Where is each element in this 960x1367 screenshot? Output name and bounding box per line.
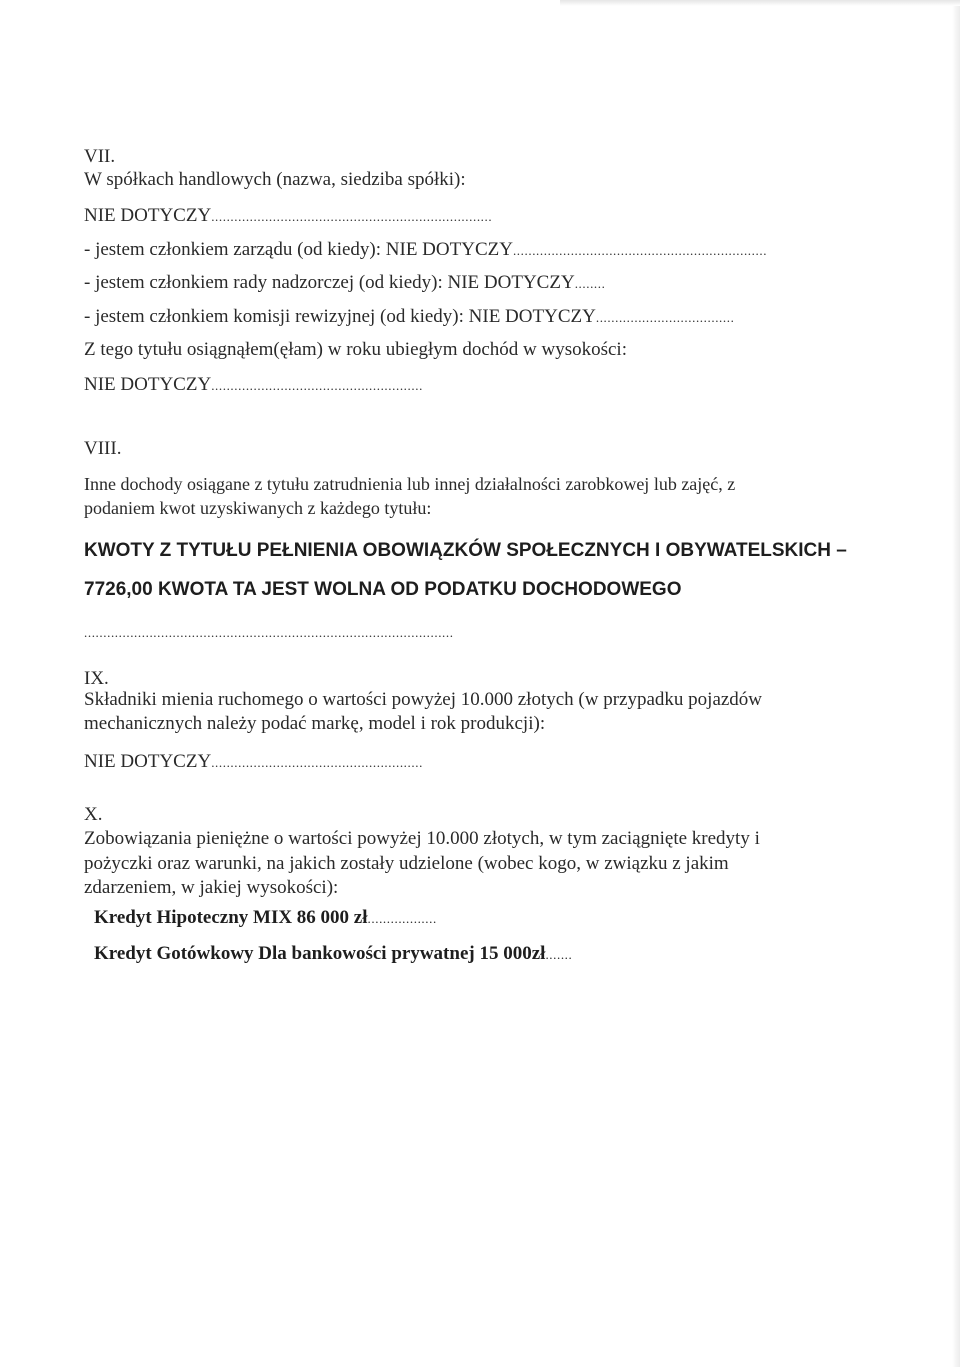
section-vii [84, 146, 884, 168]
income-label: Z tego tytułu osiągnąłem(ęłam) w roku ubiegłym dochód w wysokości: [84, 339, 627, 360]
audit-value: NIE DOTYCZY [468, 306, 596, 327]
section-ix-value-row [84, 748, 884, 776]
section-x-text-line3: zdarzeniem, w jakiej wysokości): [84, 877, 339, 898]
section-viii-text-line2: podaniem kwot uzyskiwanych z każdego tytułu: [84, 498, 432, 518]
loan-2: Kredyt Gotówkowy Dla bankowości prywatnej 15 000zł [94, 943, 546, 964]
loan-1: Kredyt Hipoteczny MIX 86 000 zł [94, 907, 368, 928]
section-viii-answer-line1: KWOTY Z TYTUŁU PEŁNIENIA OBOWIĄZKÓW SPOŁECZNYCH I OBYWATELSKICH – [84, 540, 847, 561]
dotted-leader: ........ [574, 276, 606, 291]
section-number: VII. [84, 146, 116, 167]
loan-row-1 [94, 907, 894, 929]
section-x-text-line1: Zobowiązania pieniężne o wartości powyżej 10.000 złotych, w tym zaciągnięte kredyty i [84, 828, 760, 849]
dotted-leader: .................................... [595, 310, 735, 325]
dotted-leader: ....... [545, 947, 573, 962]
section-viii-text-line1: Inne dochody osiągane z tytułu zatrudnienia lub innej działalności zarobkowej lub zajęć, z [84, 474, 736, 494]
scan-shadow-top [560, 0, 960, 6]
supervisory-row [84, 269, 884, 297]
section-x-text-line2: pożyczki oraz warunki, na jakich zostały udzielone (wobec kogo, w związku z jakim [84, 853, 729, 874]
section-number: IX. [84, 668, 109, 689]
supervisory-label: - jestem członkiem rady nadzorczej (od kiedy): [84, 272, 443, 293]
section-vii-intro: W spółkach handlowych (nazwa, siedziba spółki): [84, 169, 466, 190]
dotted-leader: ....................................................... [211, 755, 423, 770]
board-value: NIE DOTYCZY [385, 239, 513, 260]
supervisory-value: NIE DOTYCZY [447, 272, 575, 293]
income-row [84, 371, 884, 399]
section-ix-text-line2: mechanicznych należy podać markę, model i rok produkcji): [84, 713, 546, 734]
dotted-leader: .................................................................. [512, 243, 768, 258]
section-vii-value-row [84, 202, 884, 230]
dotted-leader: ....................................................... [211, 378, 423, 393]
section-viii-answer-line2: 7726,00 KWOTA TA JEST WOLNA OD PODATKU DOCHODOWEGO [84, 579, 682, 600]
dotted-leader: .................. [367, 911, 437, 926]
section-number: VIII. [84, 438, 122, 459]
income-value: NIE DOTYCZY [84, 374, 212, 395]
companies-value: NIE DOTYCZY [84, 205, 212, 226]
dotted-leader: ......................................................................... [211, 209, 493, 224]
board-label: - jestem członkiem zarządu (od kiedy): [84, 239, 382, 260]
scan-shadow-edge [952, 0, 960, 1367]
board-row [84, 236, 884, 264]
dotted-line: ................................................................................................ [84, 625, 454, 640]
movable-assets-value: NIE DOTYCZY [84, 751, 212, 772]
loan-row-2 [94, 943, 894, 965]
audit-label: - jestem członkiem komisji rewizyjnej (od kiedy): [84, 306, 464, 327]
section-ix-text-line1: Składniki mienia ruchomego o wartości powyżej 10.000 złotych (w przypadku pojazdów [84, 689, 763, 710]
audit-row [84, 303, 884, 331]
section-number: X. [84, 804, 103, 825]
